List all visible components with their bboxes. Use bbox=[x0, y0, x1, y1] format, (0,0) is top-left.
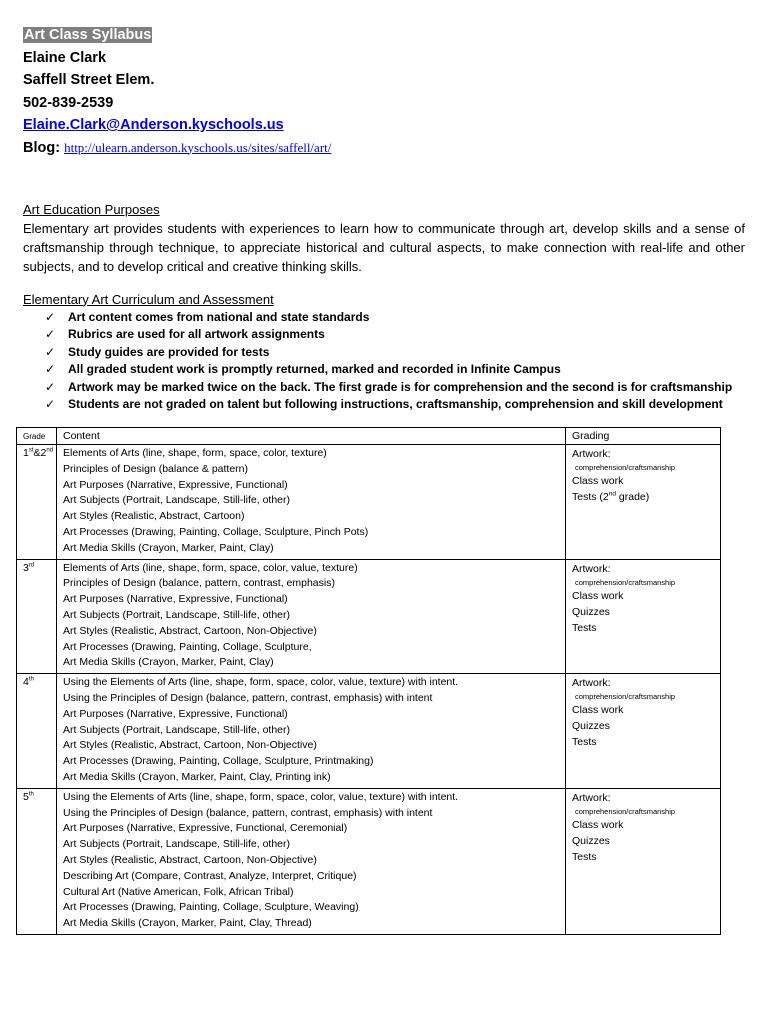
grade-suffix: rd bbox=[28, 562, 35, 569]
content-line: Art Purposes (Narrative, Expressive, Functional) bbox=[63, 707, 288, 720]
grade-number: 1 bbox=[23, 447, 29, 459]
content-line: Using the Principles of Design (balance, pattern, contrast, emphasis) with intent bbox=[63, 806, 433, 819]
check-icon: ✓ bbox=[45, 327, 56, 341]
content-line: Art Subjects (Portrait, Landscape, Still-life, other) bbox=[63, 608, 291, 621]
checklist-text: Art content comes from national and state standards bbox=[68, 309, 370, 324]
content-line: Art Processes (Drawing, Painting, Collage, Sculpture, bbox=[63, 640, 312, 653]
header-grade: Grade bbox=[17, 428, 57, 445]
purposes-paragraph: Elementary art provides students with experiences to learn how to communicate through art, develop skills and a sense of craftsmanship through technique, to appreciate historical and cultural aspects, to make connection with real-life and other subjects, and to develop critical and creative thinking skills. bbox=[23, 220, 745, 274]
grade-suffix: th bbox=[28, 791, 34, 798]
content-line: Art Purposes (Narrative, Expressive, Functional) bbox=[63, 593, 288, 606]
content-line: Art Subjects (Portrait, Landscape, Still-life, other) bbox=[63, 494, 291, 507]
grading-artwork: Artwork: bbox=[572, 562, 611, 575]
content-line: Art Styles (Realistic, Abstract, Cartoon) bbox=[63, 510, 245, 523]
grading-cell bbox=[566, 559, 721, 674]
checklist-item bbox=[45, 396, 745, 414]
content-line: Art Styles (Realistic, Abstract, Cartoon, Non-Objective) bbox=[63, 853, 317, 866]
blog-link[interactable]: http://ulearn.anderson.kyschools.us/sites/saffell/art/ bbox=[64, 139, 332, 155]
check-icon: ✓ bbox=[45, 362, 56, 376]
content-line: Using the Elements of Arts (line, shape, form, space, color, value, texture) with intent. bbox=[63, 676, 459, 689]
content-cell bbox=[57, 559, 566, 674]
check-icon: ✓ bbox=[45, 309, 56, 324]
content-line: Art Processes (Drawing, Painting, Collage, Sculpture, Weaving) bbox=[63, 901, 359, 914]
content-line: Art Purposes (Narrative, Expressive, Functional) bbox=[63, 478, 288, 491]
tests-suffix: nd bbox=[608, 490, 616, 498]
content-cell bbox=[57, 788, 566, 934]
content-line: Using the Elements of Arts (line, shape, form, space, color, value, texture) with intent. bbox=[63, 790, 459, 803]
content-line: Cultural Art (Native American, Folk, African Tribal) bbox=[63, 885, 294, 898]
grading-subnote: comprehension/craftsmanship bbox=[575, 806, 676, 816]
table-row bbox=[17, 788, 721, 934]
content-line: Using the Principles of Design (balance, pattern, contrast, emphasis) with intent bbox=[63, 691, 433, 704]
content-line: Art Subjects (Portrait, Landscape, Still-life, other) bbox=[63, 723, 291, 736]
grading-item: Tests bbox=[572, 850, 597, 863]
checklist-item bbox=[45, 344, 745, 362]
grading-subnote: comprehension/craftsmanship bbox=[575, 692, 676, 702]
header-grading: Grading bbox=[566, 428, 721, 445]
checklist-item bbox=[45, 361, 745, 379]
content-line: Art Media Skills (Crayon, Marker, Paint, Clay, Thread) bbox=[63, 917, 312, 930]
blog-line bbox=[23, 137, 745, 159]
curriculum-table bbox=[16, 427, 721, 935]
content-line: Art Styles (Realistic, Abstract, Cartoon, Non-Objective) bbox=[63, 624, 317, 637]
grading-item: Tests bbox=[572, 621, 597, 634]
content-cell bbox=[57, 445, 566, 560]
curriculum-checklist bbox=[23, 309, 745, 414]
grading-cell bbox=[566, 788, 721, 934]
check-icon: ✓ bbox=[45, 379, 56, 394]
blog-label: Blog: bbox=[23, 139, 61, 156]
checklist-text: Students are not graded on talent but following instructions, craftsmanship, comprehension and skill development bbox=[68, 397, 723, 411]
grading-subnote: comprehension/craftsmanship bbox=[575, 577, 676, 587]
header-content: Content bbox=[57, 428, 566, 445]
content-line: Principles of Design (balance, pattern, contrast, emphasis) bbox=[63, 577, 335, 590]
grade-suffix: th bbox=[28, 676, 34, 683]
document-title: Art Class Syllabus bbox=[24, 27, 152, 43]
checklist-text: Artwork may be marked twice on the back. The first grade is for comprehension and the second is for craftsmanship bbox=[68, 379, 733, 394]
school-name: Saffell Street Elem. bbox=[23, 72, 155, 88]
check-icon: ✓ bbox=[45, 397, 56, 411]
table-row bbox=[17, 559, 721, 674]
table-header-row bbox=[17, 428, 721, 445]
check-icon: ✓ bbox=[45, 344, 56, 359]
teacher-name: Elaine Clark bbox=[23, 49, 107, 66]
grading-artwork: Artwork: bbox=[572, 791, 611, 804]
grading-item: Quizzes bbox=[572, 720, 610, 733]
grade-cell bbox=[17, 445, 57, 560]
grading-item: Quizzes bbox=[572, 834, 610, 847]
grading-subnote: comprehension/craftsmanship bbox=[575, 463, 676, 472]
grade-number: &2 bbox=[33, 447, 47, 459]
content-line: Art Styles (Realistic, Abstract, Cartoon, Non-Objective) bbox=[63, 739, 317, 752]
content-line: Art Processes (Drawing, Painting, Collage, Sculpture, Printmaking) bbox=[63, 755, 374, 768]
content-line: Art Subjects (Portrait, Landscape, Still-life, other) bbox=[63, 838, 291, 851]
title-line bbox=[23, 24, 745, 47]
grading-item: Tests bbox=[572, 736, 597, 749]
checklist-item bbox=[45, 379, 745, 397]
checklist-text: Study guides are provided for tests bbox=[68, 344, 270, 359]
checklist-text: Rubrics are used for all artwork assignments bbox=[68, 327, 325, 341]
content-line: Art Purposes (Narrative, Expressive, Functional, Ceremonial) bbox=[63, 822, 348, 835]
content-line: Elements of Arts (line, shape, form, space, color, value, texture) bbox=[63, 561, 358, 574]
content-line: Art Media Skills (Crayon, Marker, Paint, Clay) bbox=[63, 656, 274, 669]
grading-item: Class work bbox=[572, 818, 624, 831]
grade-number: 3 bbox=[23, 561, 29, 574]
tests-prefix: Tests (2 bbox=[572, 491, 609, 503]
purposes-title: Art Education Purposes bbox=[23, 201, 160, 217]
grading-cell bbox=[566, 674, 721, 789]
grading-artwork: Artwork: bbox=[572, 448, 611, 460]
grade-cell bbox=[17, 559, 57, 674]
grade-suffix: st bbox=[28, 447, 34, 454]
grade-cell bbox=[17, 788, 57, 934]
tests-tail: grade) bbox=[616, 491, 650, 503]
grade-cell bbox=[17, 674, 57, 789]
header-block bbox=[23, 24, 745, 137]
grading-item: Quizzes bbox=[572, 605, 610, 618]
grading-cell bbox=[566, 445, 721, 560]
content-line: Art Media Skills (Crayon, Marker, Paint, Clay) bbox=[63, 541, 274, 554]
content-line: Principles of Design (balance & pattern) bbox=[63, 462, 249, 475]
content-line: Describing Art (Compare, Contrast, Analyze, Interpret, Critique) bbox=[63, 869, 357, 882]
grading-tests bbox=[572, 489, 714, 505]
table-row bbox=[17, 674, 721, 789]
content-line: Art Processes (Drawing, Painting, Collage, Sculpture, Pinch Pots) bbox=[63, 525, 369, 538]
table-row bbox=[17, 445, 721, 560]
content-line: Elements of Arts (line, shape, form, space, color, texture) bbox=[63, 447, 327, 459]
grade-number: 4 bbox=[23, 676, 29, 689]
content-cell bbox=[57, 674, 566, 789]
checklist-item bbox=[45, 326, 745, 344]
curriculum-title: Elementary Art Curriculum and Assessment bbox=[23, 291, 274, 307]
email-link[interactable]: Elaine.Clark@Anderson.kyschools.us bbox=[23, 117, 284, 133]
phone-number: 502-839-2539 bbox=[23, 94, 114, 111]
grading-item: Class work bbox=[572, 589, 624, 602]
content-line: Art Media Skills (Crayon, Marker, Paint, Clay, Printing ink) bbox=[63, 770, 331, 783]
syllabus-page bbox=[23, 24, 745, 414]
grade-number: 5 bbox=[23, 790, 29, 803]
checklist-item bbox=[45, 309, 745, 327]
grade-suffix: nd bbox=[46, 447, 54, 454]
grading-artwork: Artwork: bbox=[572, 677, 611, 690]
checklist-text: All graded student work is promptly returned, marked and recorded in Infinite Campus bbox=[68, 362, 561, 376]
grading-item: Class work bbox=[572, 475, 624, 487]
grading-item: Class work bbox=[572, 704, 624, 717]
